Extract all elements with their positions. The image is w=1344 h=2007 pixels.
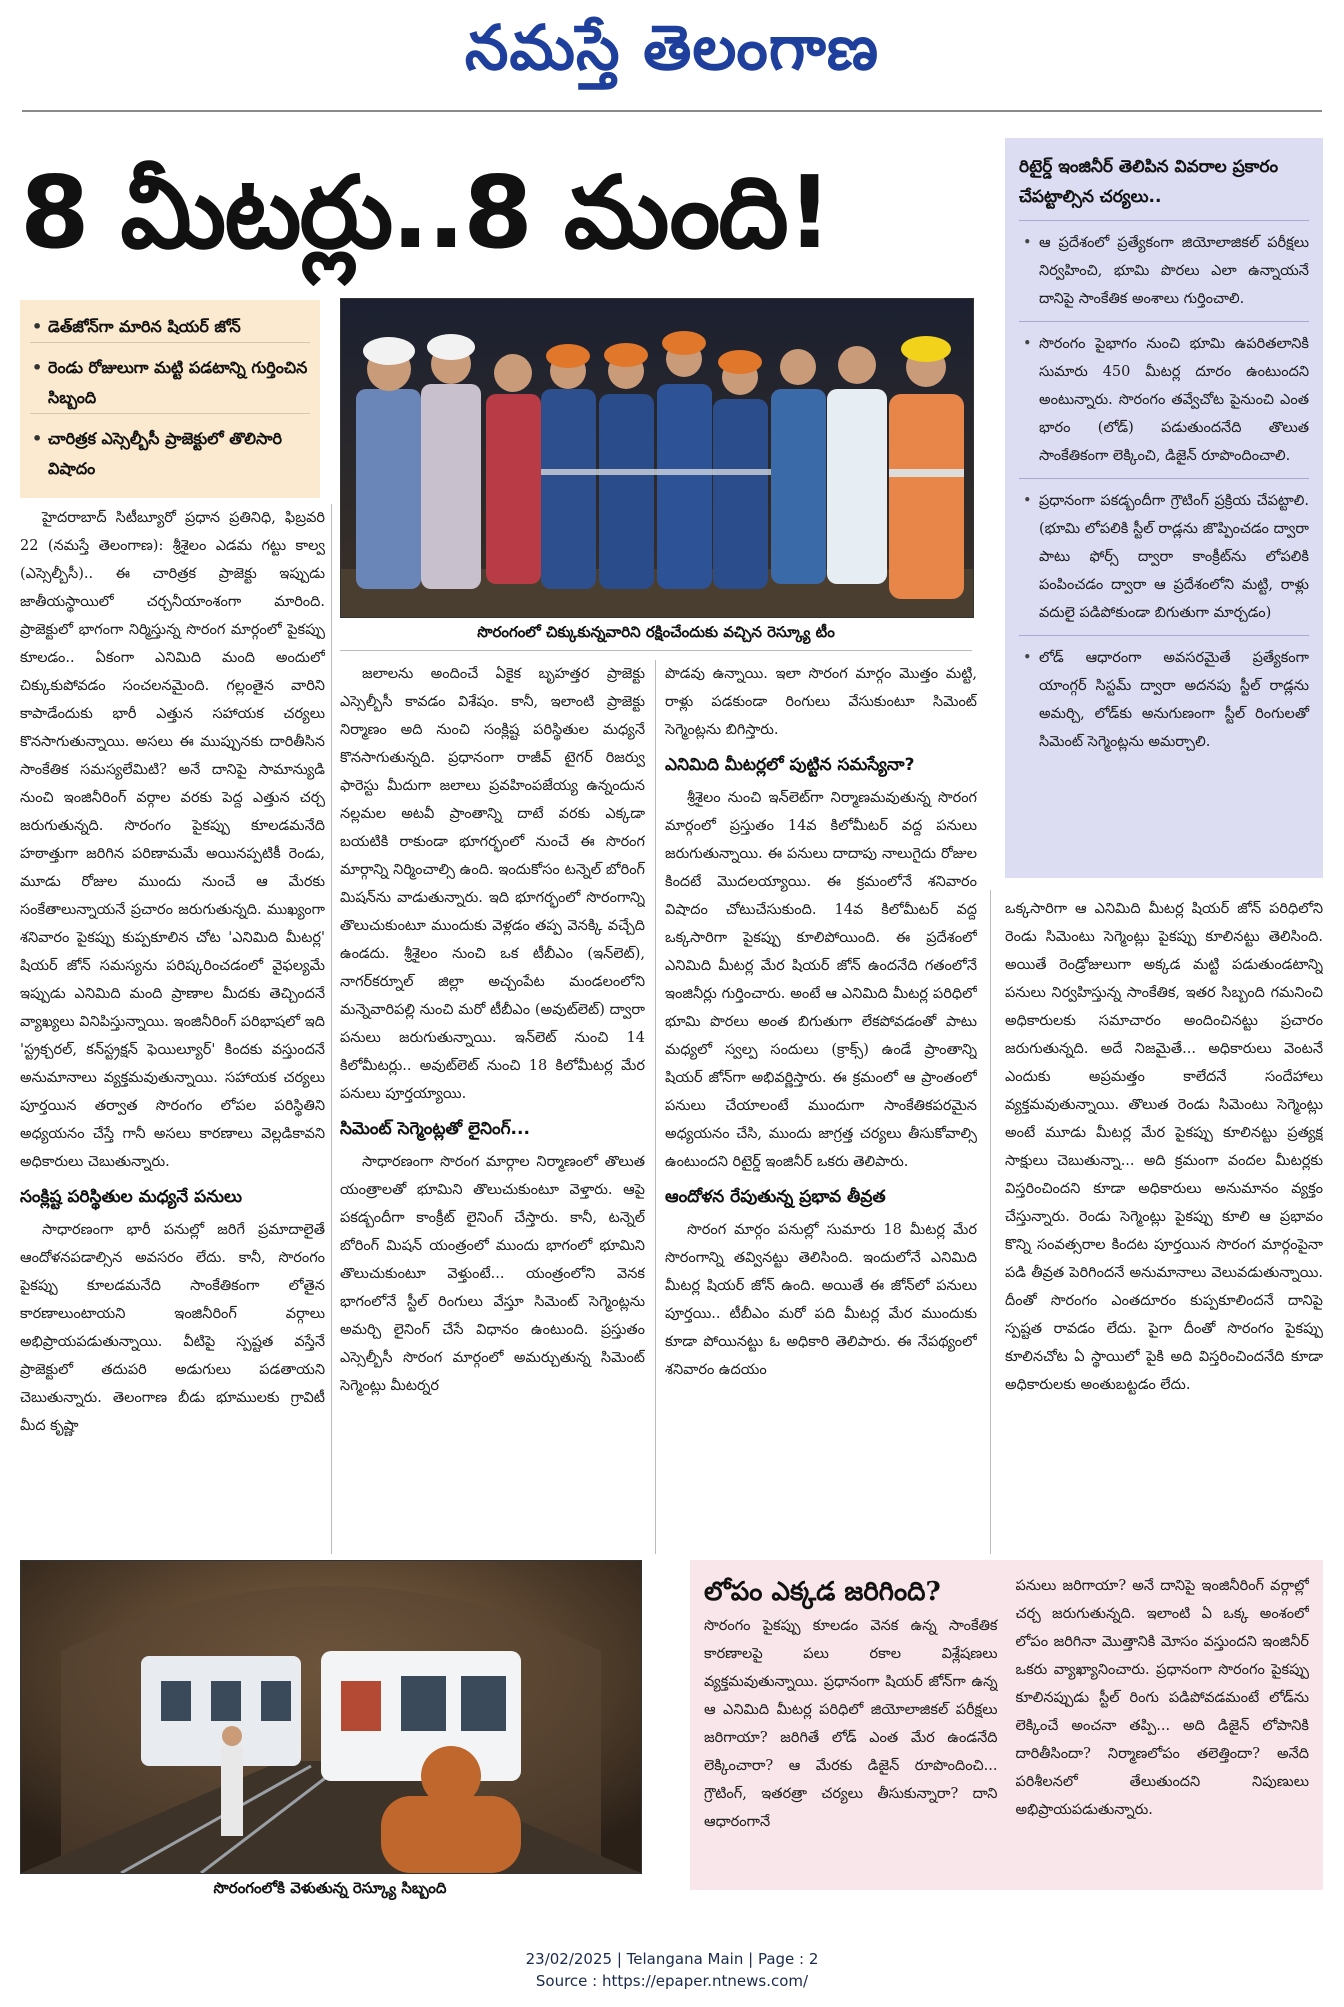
article-paragraph: జలాలను అందించే ఏకైక బృహత్తర ప్రాజెక్టు ఎస్సెల్బీసీ కావడం విశేషం. కానీ, ఇలాంటి ప్రాజెక్టు నిర్మాణం అది నుంచి సంక్లిష్ట పరిస్థితుల మధ్యనే కొనసాగుతున్నది. ప్రధానంగా రాజీవ్ టైగర్ రిజర్వు ఫారెస్టు మీదుగా జలాలు ప్రవహింపజేయ్య ఉన్నందున నల్లమల అటవీ ప్రాంతాన్ని దాటే వరకు ఎక్కడా బయటికి రాకుండా భూగర్భంలో నుంచే ఈ సొరంగ మార్గాన్ని నిర్మించాల్సి ఉంది. ఇందుకోసం టన్నెల్ బోరింగ్ మిషన్‌ను వాడుతున్నారు. ఇది భూగర్భంలో సొరంగాన్ని తొలుచుకుంటూ ముందుకు వెళ్లడం తప్ప వెనక్కి వచ్చేది ఉండదు. శ్రీశైలం నుంచి ఒక టీబీఎం (ఇన్‌లెట్), నాగర్‌కర్నూల్ జిల్లా అచ్చంపేట మండలంలోని మన్నెవారిపల్లి నుంచి మరో టీబీఎం (అవుట్‌లెట్) ద్వారా పనులు జరుగుతున్నాయి. ఇన్‌లెట్ నుంచి 14 కిలోమీటర్లు.. అవుట్‌లెట్ నుంచి 18 కిలోమీటర్ల మేర పనులు పూర్తయ్యాయి. <box>340 666 645 1102</box>
box-paragraph: సొరంగం పైకప్పు కూలడం వెనక ఉన్న సాంకేతిక కారణాలపై పలు రకాల విశ్లేషణలు వ్యక్తమవుతున్నాయి. ప్రధానంగా షియర్ జోన్‌గా ఉన్న ఆ ఎనిమిది మీటర్ల పరిధిలో జియోలాజికల్ పరీక్షలు జరిగాయా? జరిగితే లోడ్ ఎంత మేర ఉండనేది లెక్కించారా? ఆ మేరకు డిజైన్ రూపొందించి... గ్రౌటింగ్, ఇతరత్రా చర్యలు తీసుకున్నారా? దాని ఆధారంగానే <box>704 1618 998 1830</box>
caption-divider <box>340 650 972 651</box>
box-right-column <box>1016 1572 1310 1836</box>
footer-date-line: 23/02/2025 | Telangana Main | Page : 2 <box>525 1950 819 1968</box>
photo-caption: సొరంగంలోకి వెళుతున్న రెస్క్యూ సిబ్బంది <box>213 1879 447 1897</box>
box-title: లోపం ఎక్కడ జరిగింది? <box>704 1577 941 1607</box>
fault-analysis-box <box>690 1560 1323 1890</box>
article-paragraph: సొరంగ మార్గం పనుల్లో సుమారు 18 మీటర్ల మేర సొరంగాన్ని తవ్వినట్టు తెలిసింది. ఇందులోనే ఎనిమిది మీటర్ల షియర్ జోన్ ఉంది. అయితే ఈ జోన్‌లో పనులు పూర్తయి.. టీబీఎం మరో పది మీటర్ల మేర ముందుకు కూడా పోయినట్టు ఓ అధికారి తెలిపారు. ఈ నేపథ్యంలో శనివారం ఉదయం <box>665 1222 977 1378</box>
column-divider <box>655 660 656 1554</box>
sidebar-item: • ప్రధానంగా పకడ్బందీగా గ్రౌటింగ్ ప్రక్రియ చేపట్టాలి. (భూమి లోపలికి స్టీల్ రాడ్లను జొప్పించడం ద్వారా పాటు ఫోర్స్ ద్వారా కాంక్రీట్‌ను లోపలికి పంపించడం ద్వారా ఆ ప్రదేశంలోని మట్టి, రాళ్లు వదులై పడిపోకుండా బిగుతుగా మార్చడం) <box>1019 487 1309 636</box>
column-divider <box>990 890 991 1554</box>
article-paragraph: సాధారణంగా భారీ పనుల్లో జరిగే ప్రమాదాలైతే ఆందోళనపడాల్సిన అవసరం లేదు. కానీ, సొరంగం పైకప్పు కూలడమనేది సాంకేతికంగా లోతైన కారణాలుంటాయని ఇంజినీరింగ్ వర్గాలు అభిప్రాయపడుతున్నాయి. వీటిపై స్పష్టత వస్తేనే ప్రాజెక్టులో తదుపరి అడుగులు పడతాయని చెబుతున్నారు. తెలంగాణ బీడు భూములకు గ్రావిటీ మీద కృష్ణా <box>20 1222 325 1434</box>
article-column-3 <box>665 660 977 1554</box>
engineer-recommendations-sidebar <box>1005 138 1323 878</box>
article-column-4 <box>1005 895 1323 1555</box>
subheading: ఆందోళన రేపుతున్న ప్రభావ తీవ్రత <box>665 1187 886 1207</box>
article-paragraph: సాధారణంగా సొరంగ మార్గాల నిర్మాణంలో తొలుత యంత్రాలతో భూమిని తొలుచుకుంటూ వెళ్తారు. ఆపై పకడ్బందీగా కాంక్రీట్ లైనింగ్ చేస్తారు. కానీ, టన్నెల్ బోరింగ్ మిషన్ యంత్రంలో ముందు భాగంలో భూమిని తొలుచుకుంటూ వెళ్తుంటే... యంత్రంలోని వెనక భాగంలోనే స్టీల్ రింగులు వేస్తూ సిమెంట్ సెగ్మెంట్లను అమర్చి లైనింగ్ చేసే విధానం ఉంటుంది. ప్రస్తుతం ఎస్సెల్బీసీ సొరంగ మార్గంలో అమర్చుతున్న సిమెంట్ సెగ్మెంట్లు మీటర్నర <box>340 1154 645 1394</box>
tunnel-photo <box>20 1560 642 1874</box>
column-divider <box>331 504 332 1554</box>
article-column-2 <box>340 660 645 1554</box>
masthead-title: నమస్తే తెలంగాణ <box>464 11 880 84</box>
headline: 8 మీటర్లు..8 మంది! <box>20 154 831 271</box>
sidebar-item: • లోడ్ ఆధారంగా అవసరమైతే ప్రత్యేకంగా యాంగ్గర్ సిస్టమ్ ద్వారా అదనపు స్టీల్ రాడ్లను అమర్చి, లోడ్‌కు అనుగుణంగా స్టీల్ రింగులతో సిమెంట్ సెగ్మెంట్లను అమర్చాలి. <box>1019 644 1309 764</box>
sidebar-item: • ఆ ప్రదేశంలో ప్రత్యేకంగా జియోలాజికల్ పరీక్షలు నిర్వహించి, భూమి పొరలు ఎలా ఉన్నాయనే దానిపై సాంకేతిక అంశాలు గుర్తించాలి. <box>1019 229 1309 322</box>
article-column-1 <box>20 504 325 1554</box>
masthead-divider <box>22 110 1322 112</box>
article-paragraph: ఒక్కసారిగా ఆ ఎనిమిది మీటర్ల షియర్ జోన్ పరిధిలోని రెండు సిమెంటు సెగ్మెంట్లు పైకప్పు కూలినట్టు తెలిసింది. అయితే రెండ్రోజులుగా అక్కడ మట్టి పడుతుండటాన్ని పనులు నిర్వహిస్తున్న సాంకేతిక, ఇతర సిబ్బంది గమనించి అధికారులకు సమాచారం అందించినట్టు ప్రచారం జరుగుతున్నది. అదే నిజమైతే... అధికారులు వెంటనే ఎందుకు అప్రమత్తం కాలేదనే సందేహాలు వ్యక్తమవుతున్నాయి. తొలుత రెండు సిమెంటు సెగ్మెంట్లు అంటే మూడు మీటర్ల మేర పైకప్పు కూలినట్టు ప్రత్యక్ష సాక్షులు చెబుతున్నా... అది క్రమంగా వందల మీటర్లకు విస్తరించిందని కూడా అధికారులు అనుమానం వ్యక్తం చేస్తున్నారు. రెండు సెగ్మెంట్లు పైకప్పు కూలి ఆ ప్రభావం కొన్ని సంవత్సరాల కిందట పూర్తయిన సొరంగ మార్గంపైనా పడి తీవ్రత పెరిగిందనే అనుమానాలు వెలువడుతున్నాయి. దీంతో సొరంగం ఎంతదూరం కుప్పకూలిందనే దానిపై స్పష్టత రావడం లేదు. పైగా దీంతో సొరంగం పైకప్పు కూలినచోట ఏ స్థాయిలో పైకి అది విస్తరించిందనేది కూడా అధికారులకు అంతుబట్టడం లేదు. <box>1005 901 1323 1393</box>
kicker-box <box>20 300 320 498</box>
masthead <box>0 0 1344 110</box>
box-paragraph: పనులు జరిగాయా? అనే దానిపై ఇంజినీరింగ్ వర్గాల్లో చర్చ జరుగుతున్నది. ఇలాంటి ఏ ఒక్క అంశంలో లోపం జరిగినా మొత్తానికి మోసం వస్తుందని ఇంజినీర్ ఒకరు వ్యాఖ్యానించారు. ప్రధానంగా సొరంగం పైకప్పు కూలినప్పుడు స్టీల్ రింగు పడిపోవడమంటే లోడ్‌ను లెక్కించే అంచనా తప్పి... అది డిజైన్ లోపానికి దారితీసిందా? నిర్మాణలోపం తలెత్తిందా? అనేది పరిశీలనలో తేలుతుందని నిపుణులు అభిప్రాయపడుతున్నారు. <box>1015 1578 1309 1818</box>
rescue-team-image <box>341 299 973 617</box>
photo-caption: సొరంగంలో చిక్కుకున్నవారిని రక్షించేందుకు వచ్చిన రెస్క్యూ టీం <box>477 623 835 641</box>
subheading: సిమెంట్ సెగ్మెంట్లతో లైనింగ్... <box>340 1119 530 1139</box>
sidebar-item: • సొరంగం పైభాగం నుంచి భూమి ఉపరితలానికి సుమారు 450 మీటర్ల దూరం ఉంటుందని అంటున్నారు. సొరంగం తవ్వేచోట పైనుంచి ఎంత భారం (లోడ్) పడుతుందనేది తొలుత సాంకేతికంగా లెక్కించి, డిజైన్ రూపొందించాలి. <box>1019 330 1309 479</box>
kicker-item: • రెండు రోజులుగా మట్టి పడటాన్ని గుర్తించిన సిబ్బంది <box>30 353 310 414</box>
article-paragraph: పొడవు ఉన్నాయి. ఇలా సొరంగ మార్గం మొత్తం మట్టి, రాళ్లు పడకుండా రింగులు వేసుకుంటూ సిమెంట్ సెగ్మెంట్లను బిగిస్తారు. <box>665 666 977 738</box>
sidebar-title: రిటైర్డ్ ఇంజినీర్ తెలిపిన వివరాల ప్రకారం చేపట్టాల్సిన చర్యలు.. <box>1019 152 1309 221</box>
article-paragraph: హైదరాబాద్ సిటీబ్యూరో ప్రధాన ప్రతినిధి, ఫిబ్రవరి 22 (నమస్తే తెలంగాణ): శ్రీశైలం ఎడమ గట్టు కాల్వ (ఎస్సెల్బీసీ).. ఈ చారిత్రక ప్రాజెక్టు ఇప్పుడు జాతీయస్థాయిలో చర్చనీయాంశంగా మారింది. ప్రాజెక్టులో భాగంగా నిర్మిస్తున్న సొరంగ మార్గంలో పైకప్పు కూలడం.. ఏకంగా ఎనిమిది మంది అందులో చిక్కుకుపోవడం సంచలనమైంది. గల్లంతైన వారిని కాపాడేందుకు భారీ ఎత్తున సహాయక చర్యలు కొనసాగుతున్నాయి. అసలు ఈ ముప్పునకు దారితీసిన సాంకేతిక సమస్యలేమిటి? అనే దానిపై సామాన్యుడి నుంచి ఇంజినీరింగ్ వర్గాల వరకు పెద్ద ఎత్తున చర్చ జరుగుతున్నది. సొరంగం పైకప్పు కూలడమనేది హఠాత్తుగా జరిగిన పరిణామమే అయినప్పటికీ రెండు, మూడు రోజుల ముందు నుంచే ఆ మేరకు సంకేతాలున్నాయనే ప్రచారం జరుగుతున్నది. ముఖ్యంగా శనివారం పైకప్పు కుప్పకూలిన చోట 'ఎనిమిది మీటర్ల' షియర్ జోన్ సమస్యను పరిష్కరించడంలో వైఫల్యమే ఇప్పుడు ఎనిమిది మంది ప్రాణాల మీదకు తెచ్చిందనే వ్యాఖ్యలు వినిపిస్తున్నాయి. ఇంజినీరింగ్ పరిభాషలో ఇది 'స్ట్రక్చరల్, కన్‌స్ట్రక్షన్ ఫెయిల్యూర్' కిందకు వస్తుందనే అనుమానాలు వ్యక్తమవుతున్నాయి. సహాయక చర్యలు పూర్తయిన తర్వాత సొరంగం లోపల పరిస్థితిని అధ్యయనం చేస్తే గానీ అసలు కారణాలు వెల్లడికావని అధికారులు చెబుతున్నారు. <box>20 510 325 1170</box>
tunnel-image <box>21 1561 641 1873</box>
rescue-team-photo <box>340 298 974 618</box>
subheading: ఎనిమిది మీటర్లలో పుట్టిన సమస్యేనా? <box>665 755 915 775</box>
box-left-column <box>704 1572 998 1836</box>
subheading: సంక్లిష్ట పరిస్థితుల మధ్యనే పనులు <box>20 1187 242 1207</box>
kicker-item: • చారిత్రక ఎస్సెల్బీసీ ప్రాజెక్టులో తొలిసారి విషాదం <box>30 424 310 484</box>
article-paragraph: శ్రీశైలం నుంచి ఇన్‌లెట్‌గా నిర్మాణమవుతున్న సొరంగ మార్గంలో ప్రస్తుతం 14వ కిలోమీటర్ వద్ద పనులు జరుగుతున్నాయి. ఈ పనులు దాదాపు నాలుగైదు రోజుల కిందటే మొదలయ్యాయి. ఈ క్రమంలోనే శనివారం విషాదం చోటుచేసుకుంది. 14వ కిలోమీటర్ వద్ద ఒక్కసారిగా పైకప్పు కూలిపోయింది. ఈ ప్రదేశంలో ఎనిమిది మీటర్ల మేర షియర్ జోన్ ఉందనేది గతంలోనే ఇంజినీర్లు గుర్తించారు. అంటే ఆ ఎనిమిది మీటర్ల పరిధిలో భూమి పొరలు అంత బిగుతుగా లేకపోవడంతో పాటు మధ్యలో స్వల్ప సందులు (క్రాక్స్) ఉండే ప్రాంతాన్ని షియర్ జోన్‌గా అభివర్ణిస్తారు. ఈ క్రమంలో ఆ ప్రాంతంలో పనులు చేయాలంటే ముందుగా సాంకేతికపరమైన అధ్యయనం చేసి, ముందు జాగ్రత్త చర్యలు తీసుకోవాల్సి ఉంటుందని రిటైర్డ్ ఇంజినీర్ ఒకరు తెలిపారు. <box>665 790 977 1170</box>
footer-source-line: Source : https://epaper.ntnews.com/ <box>535 1972 809 1990</box>
kicker-item: • డెత్‌జోన్‌గా మారిన షియర్ జోన్ <box>30 312 310 343</box>
